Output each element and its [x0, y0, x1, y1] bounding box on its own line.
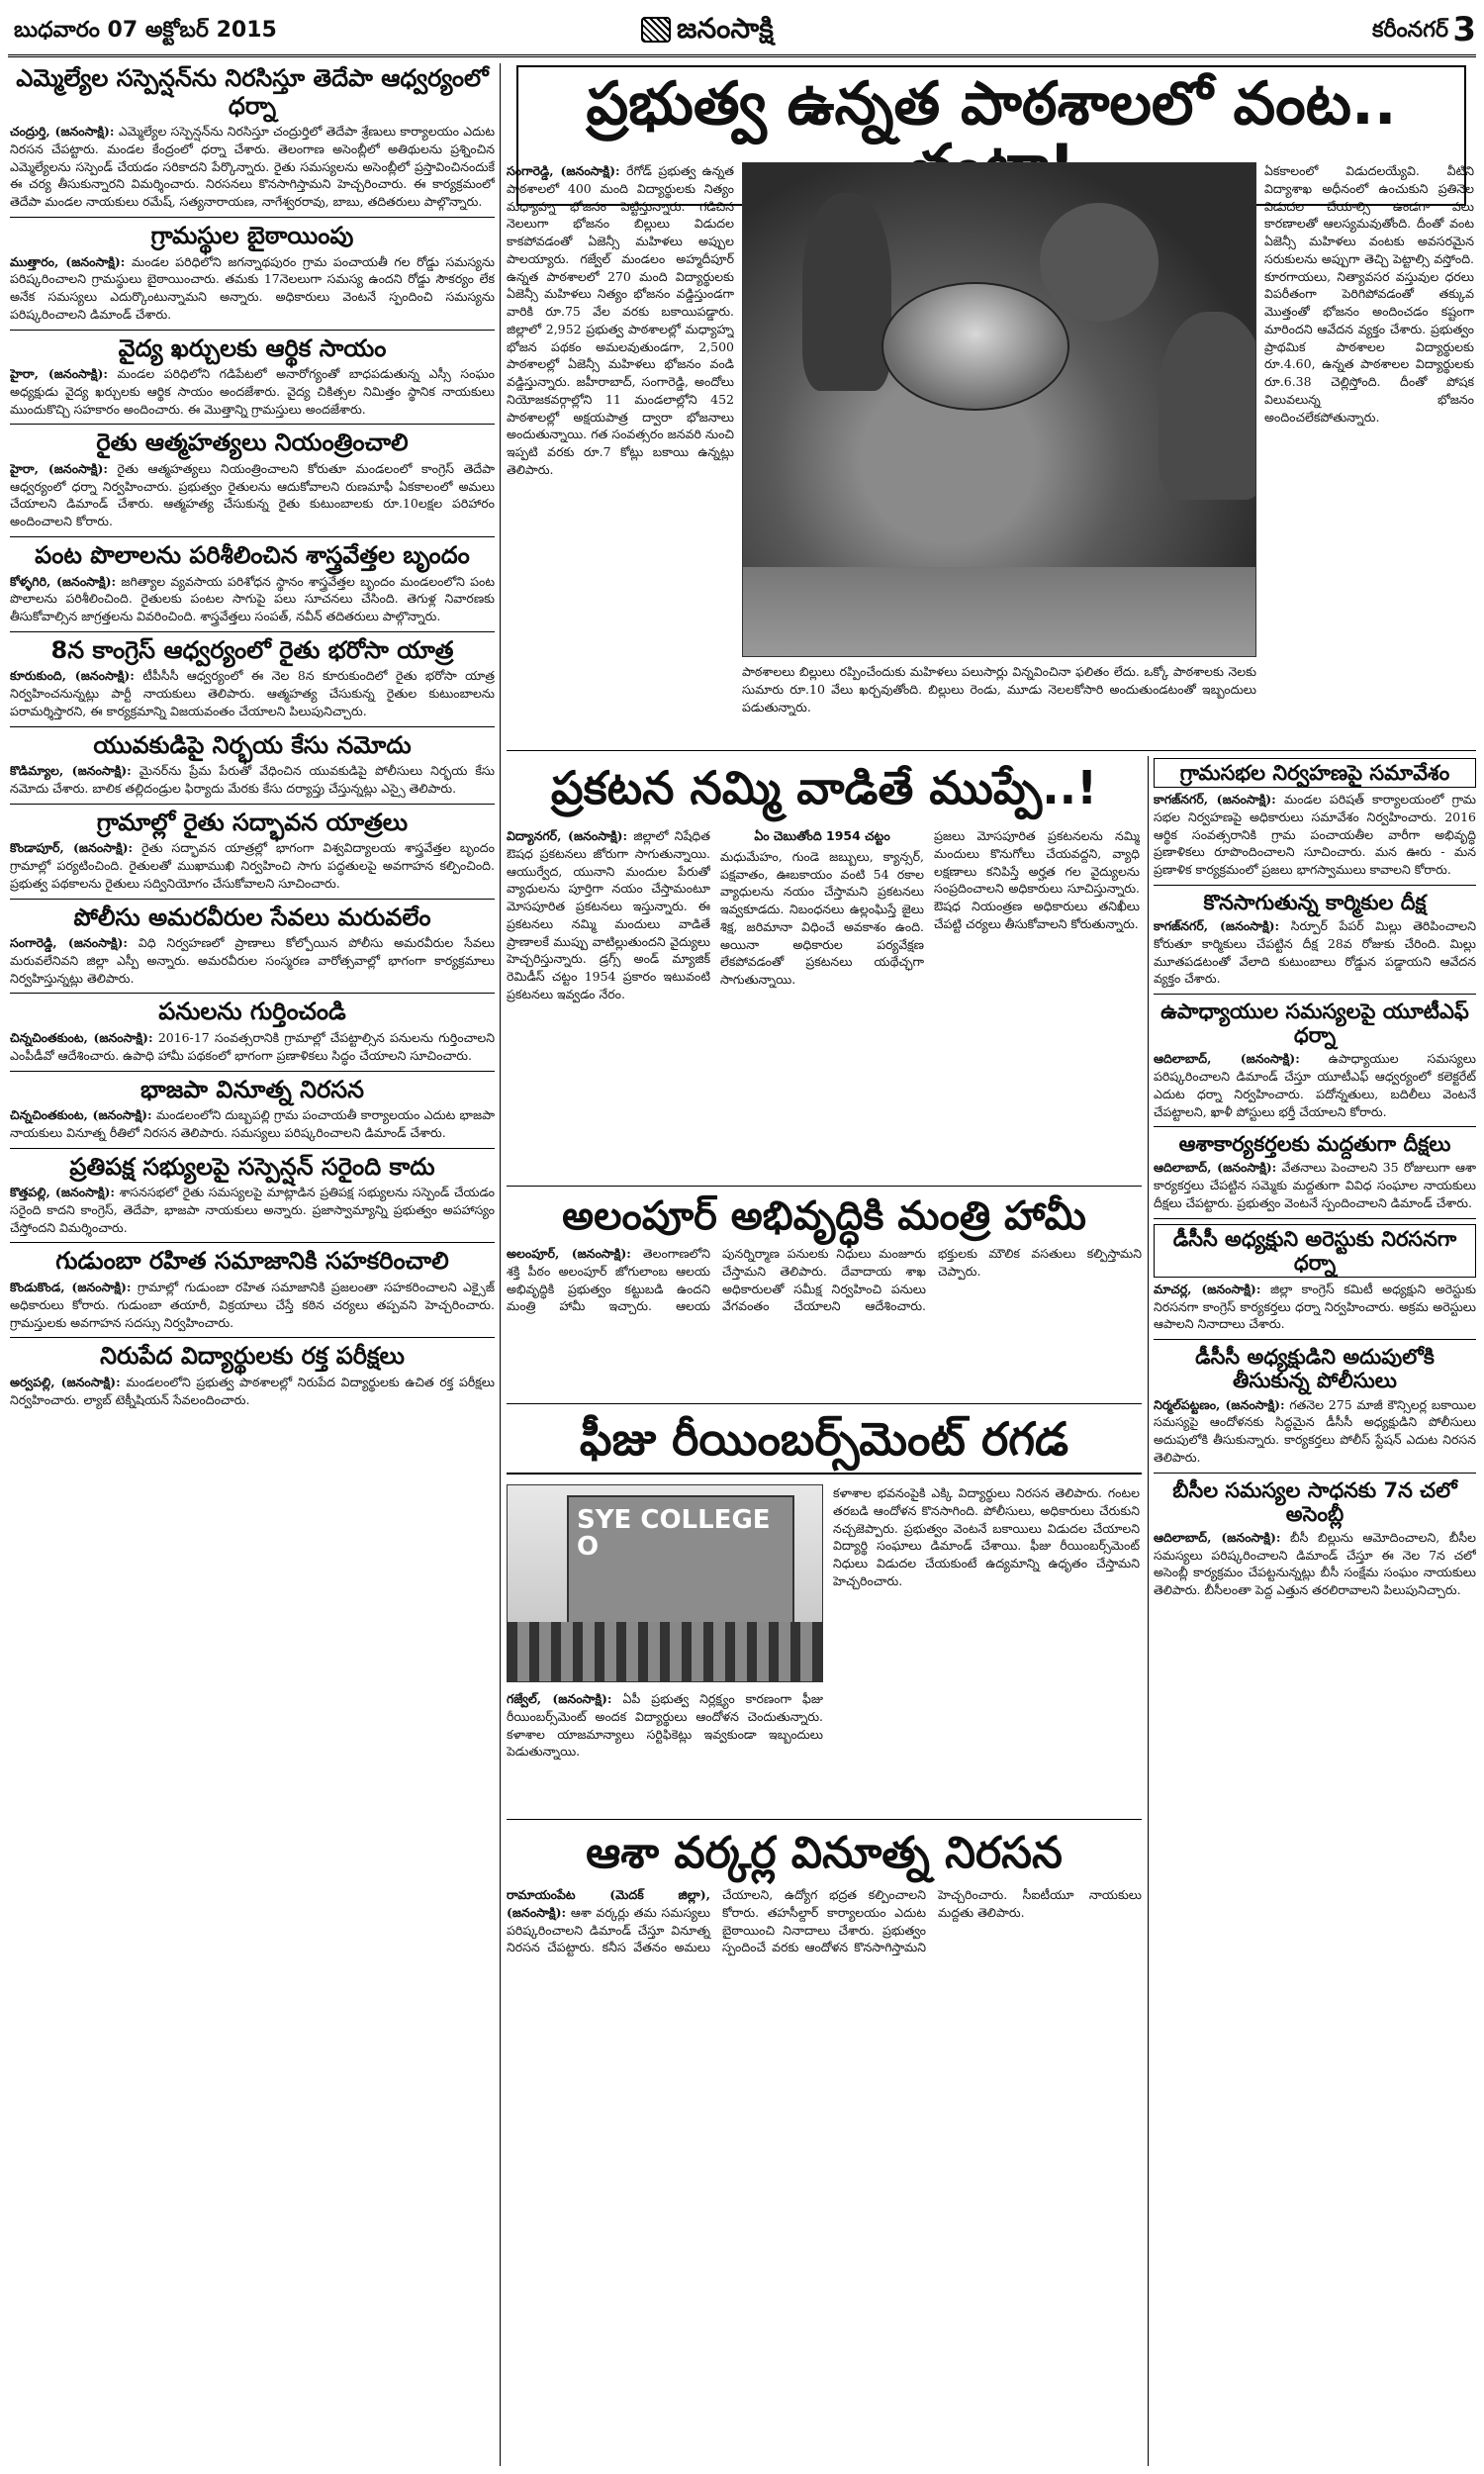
- article-body: [1154, 1159, 1476, 1211]
- photo-floor: [743, 567, 1255, 656]
- left-column: [10, 63, 495, 2466]
- section-divider: [507, 750, 1476, 751]
- article-dateline: చిన్నచింతకుంట, (జనంసాక్షి):: [10, 1107, 152, 1123]
- article: [10, 809, 495, 893]
- right-column: [1154, 756, 1476, 2466]
- article-divider: [1154, 1339, 1476, 1340]
- article-dateline: సంగారెడ్డి, (జనంసాక్షి):: [10, 935, 129, 951]
- article-text: 2016-17 సంవత్సరానికి గ్రామాల్లో చేపట్టాల్సిన పనులను గుర్తించాలని ఎంపీడీవో ఆదేశించారు. ఉపాధి హామీ పథకంలో భాగంగా ప్రణాళికలు సిద్ధం చేయాలని సూచించారు.: [10, 1030, 495, 1063]
- article-body: [10, 1106, 495, 1142]
- article-divider: [10, 1148, 495, 1149]
- article-text: బీసీ బిల్లును ఆమోదించాలని, బీసీల సమస్యలు పరిష్కరించాలని డిమాండ్ చేస్తూ ఈ నెల 7న చలో అసెంబ్లీ కార్యక్రమం చేపట్టనున్నట్లు బీసీ సంక్షేమ సంఘం నాయకులు తెలిపారు. బీసీలంతా పెద్ద ఎత్తున తరలిరావాలని పిలుపునిచ్చారు.: [1154, 1529, 1476, 1598]
- prakatana-story: [507, 756, 1142, 1182]
- article: [1154, 1478, 1476, 1599]
- students-crowd-image: [508, 1622, 822, 1681]
- article-dateline: నిర్మల్‌పట్టణం, (జనంసాక్షి):: [1154, 1396, 1285, 1412]
- article-dateline: హైరా, (జనంసాక్షి):: [10, 366, 108, 382]
- paper-logo-icon: [641, 17, 671, 43]
- article-dateline: ఆదిలాబాద్, (జనంసాక్షి):: [1154, 1529, 1281, 1545]
- article-dateline: కాగజ్‌నగర్, (జనంసాక్షి):: [1154, 918, 1280, 934]
- photo-figure: [1040, 203, 1159, 322]
- article-dateline: అర్వపల్లి, (జనంసాక్షి):: [10, 1374, 121, 1389]
- article-dateline: ఆదిలాబాద్, (జనంసాక్షి):: [1154, 1160, 1277, 1176]
- article-dateline: ఆదిలాబాద్, (జనంసాక్షి):: [1154, 1051, 1300, 1067]
- article-body: [10, 1279, 495, 1331]
- article-text: మైనర్‌ను ప్రేమ పేరుతో వేధించిన యువకుడిపై పోలీసులు నిర్భయ కేసు నమోదు చేశారు. బాలిక తల్లిదండ్రుల ఫిర్యాదు మేరకు కేసు దర్యాప్తు చేస్తున్నట్లు ఎస్సై తెలిపారు.: [10, 763, 495, 796]
- article-divider: [10, 1071, 495, 1072]
- article-text: జిల్లా కాంగ్రెస్ కమిటీ అధ్యక్షుని అరెస్టుకు నిరసనగా కాంగ్రెస్ కార్యకర్తలు ధర్నా నిర్వహించారు. అక్రమ అరెస్టులు ఆపాలని నినాదాలు చేశారు.: [1154, 1281, 1476, 1332]
- article-dateline: మాచర్ల, (జనంసాక్షి):: [1154, 1281, 1261, 1296]
- lead-photo: [742, 162, 1256, 657]
- article-headline: గుడుంబా రహిత సమాజానికి సహకరించాలి: [55, 1247, 449, 1276]
- article-dateline: కొత్తపల్లి, (జనంసాక్షి):: [10, 1185, 116, 1200]
- lead-story: [507, 63, 1476, 746]
- article-body: [10, 762, 495, 798]
- section-divider: [507, 1819, 1142, 1820]
- article-text: మండల పరిషత్ కార్యాలయంలో గ్రామ సభల నిర్వహణపై అధికారులు సమావేశం నిర్వహించారు. 2016 ఆర్థిక సంవత్సరానికి గ్రామ పంచాయతీల వారీగా అభివృద్ధి ప్రణాళికలు రూపొందించాలని సూచించారు. మన ఊరు - మన ప్రణాళిక కార్యక్రమంలో ప్రజలు భాగస్వాములు కావాలని కోరారు.: [1154, 792, 1476, 878]
- column-divider: [500, 63, 501, 2466]
- article-headline: యువకుడిపై నిర్భయ కేసు నమోదు: [93, 730, 412, 759]
- lead-body-left: [507, 162, 734, 637]
- article-body: [1154, 791, 1476, 879]
- article-headline: 8న కాంగ్రెస్ ఆధ్వర్యంలో రైతు భరోసా యాత్ర: [50, 635, 454, 664]
- photo-figure: [802, 193, 891, 391]
- article-text: మండలంలోని దుబ్బపల్లి గ్రామ పంచాయతీ కార్యాలయం ఎదుట భాజపా నాయకులు వినూత్న రీతిలో నిరసన తెలిపారు. సమస్యలు పరిష్కరించాలని డిమాండ్ చేశారు.: [10, 1107, 495, 1140]
- article-headline: ఉపాధ్యాయుల సమస్యలపై యూటీఎఫ్ ధర్నా: [1160, 999, 1469, 1048]
- article-body: [10, 253, 495, 324]
- prakatana-text-1: జిల్లాలో నిషేధిత ఔషధ ప్రకటనలు జోరుగా సాగుతున్నాయి. ఆయుర్వేద, యునాని మందుల పేరుతో వ్యాధులను పూర్తిగా నయం చేస్తామంటూ మోసపూరిత ప్రకటనలు ఇస్తున్నారు. ఈ ప్రకటనలు నమ్మి మందులు వాడితే ప్రాణాలకే ముప్పు వాటిల్లుతుందని వైద్యులు హెచ్చరిస్తున్నారు. డ్రగ్స్ అండ్ మ్యాజిక్ రెమిడీస్ చట్టం 1954 ప్రకారం ఇటువంటి ప్రకటనలు ఇవ్వడం నేరం.: [507, 828, 710, 1001]
- article-body: [10, 1374, 495, 1409]
- article-headline: బీసీల సమస్యల సాధనకు 7న చలో అసెంబ్లీ: [1172, 1477, 1457, 1526]
- article-body: [1154, 1050, 1476, 1120]
- fee-headline: ఫీజు రీయింబర్స్‌మెంట్ రగడ: [507, 1409, 1142, 1475]
- alampur-text: తెలంగాణలోని శక్తి పీఠం అలంపూర్ జోగులాంబ ఆలయ అభివృద్ధికి ప్రభుత్వం కట్టుబడి ఉందని మంత్రి హామీ ఇచ్చారు. ఆలయ పునర్నిర్మాణ పనులకు నిధులు మంజూరు చేస్తామని తెలిపారు. దేవాదాయ శాఖ అధికారులతో సమీక్ష నిర్వహించి పనులు వేగవంతం చేయాలని ఆదేశించారు. భక్తులకు మౌలిక వసతులు కల్పిస్తామని చెప్పారు.: [507, 1246, 1142, 1314]
- article: [1154, 1224, 1476, 1334]
- article-divider: [1154, 994, 1476, 995]
- article-divider: [10, 1242, 495, 1243]
- article: [10, 542, 495, 625]
- article-body: [1154, 1396, 1476, 1467]
- article-text: మండల పరిధిలోని గడిపేటలో అనారోగ్యంతో బాధపడుతున్న ఎస్సీ సంఘం అధ్యక్షుడు వైద్య ఖర్చులకు ఆర్థిక సాయం అందజేశారు. వైద్య చికిత్సల నిమిత్తం స్థానిక నాయకులు ముందుకొచ్చి సహకారం అందించారు. ఈ మొత్తాన్ని గ్రామస్తులు అందజేశారు.: [10, 366, 495, 417]
- cooking-pot-image: [881, 282, 1069, 411]
- article-body: [10, 365, 495, 418]
- article-text: ఎమ్మెల్యేల సస్పెన్షన్‌ను నిరసిస్తూ చంద్రుర్తిలో తెదేపా శ్రేణులు కార్యాలయం ఎదుట నిరసన చేపట్టారు. మండల కేంద్రంలో ధర్నా చేశారు. తెలంగాణ అసెంబ్లీలో అతిథులను ప్రశ్నించిన ఎమ్మెల్యేలను సస్పెండ్ చేయడం సరికాదని పేర్కొన్నారు. రైతు సమస్యలను అసెంబ్లీలో ప్రస్తావించినందుకే ఈ చర్య తీసుకున్నారని విమర్శించారు. నిరసనలు కొనసాగిస్తామని హెచ్చరించారు. ఈ కార్యక్రమంలో తెదేపా మండల నాయకులు రమేష్, సత్యనారాయణ, నాగేశ్వరరావు, బాబు, తదితరులు పాల్గొన్నారు.: [10, 124, 495, 210]
- section-divider: [507, 1186, 1142, 1187]
- article-divider: [10, 217, 495, 218]
- article-dateline: కొండుకొండ, (జనంసాక్షి):: [10, 1280, 132, 1295]
- article-headline: ప్రతిపక్ష సభ్యులపై సస్పెన్షన్ సరైంది కాదు: [69, 1152, 435, 1181]
- article-headline: డీసీసీ అధ్యక్షుడిని అదుపులోకి తీసుకున్న పోలీసులు: [1195, 1345, 1435, 1393]
- article-divider: [10, 899, 495, 900]
- lead-dateline: సంగారెడ్డి, (జనంసాక్షి):: [507, 163, 620, 178]
- asha-dateline: రామాయంపేట (మెదక్ జిల్లా), (జనంసాక్షి):: [507, 1887, 710, 1920]
- article-body: [10, 1029, 495, 1065]
- article-dateline: కోళ్ళగిరి, (జనంసాక్షి):: [10, 573, 117, 589]
- article: [1154, 1132, 1476, 1211]
- article: [10, 1343, 495, 1408]
- asha-headline: ఆశా వర్కర్ల వినూత్న నిరసన: [586, 1828, 1063, 1878]
- article: [1154, 1345, 1476, 1466]
- article: [10, 637, 495, 720]
- article-body: [10, 460, 495, 530]
- article-text: మండలంలోని ప్రభుత్వ పాఠశాలల్లో నిరుపేద విద్యార్థులకు ఉచిత రక్త పరీక్షలు నిర్వహించారు. ల్యాబ్ టెక్నీషియన్ సేవలందించారు.: [10, 1374, 495, 1407]
- article: [1154, 891, 1476, 988]
- article-headline: నిరుపేద విద్యార్థులకు రక్త పరీక్షలు: [100, 1342, 405, 1371]
- article-text: విధి నిర్వహణలో ప్రాణాలు కోల్పోయిన పోలీసు అమరవీరుల సేవలు మరువలేనివని జిల్లా ఎస్పీ అన్నారు. అమరవీరుల సంస్మరణ వారోత్సవాల్లో భాగంగా కార్యక్రమాలు నిర్వహిస్తున్నట్లు తెలిపారు.: [10, 935, 495, 986]
- article: [10, 1154, 495, 1237]
- article: [1154, 758, 1476, 879]
- alampur-dateline: అలంపూర్, (జనంసాక్షి):: [507, 1246, 631, 1261]
- article-headline: వైద్య ఖర్చులకు ఆర్థిక సాయం: [118, 333, 387, 362]
- prakatana-col-b: [720, 827, 924, 1182]
- article: [10, 65, 495, 211]
- lead-headline: ప్రభుత్వ ఉన్నత పాఠశాలలో వంట..: [516, 65, 1466, 206]
- article-body: [1154, 1529, 1476, 1599]
- article-divider: [1154, 885, 1476, 886]
- fee-photo: [507, 1484, 823, 1682]
- prakatana-text-2: మధుమేహం, గుండె జబ్బులు, క్యాన్సర్, పక్షవాతం, ఊబకాయం వంటి 54 రకాల వ్యాధులను నయం చేస్తామని ప్రకటనలు ఇవ్వకూడదు. నిబంధనలు ఉల్లంఘిస్తే జైలు శిక్ష, జరిమానా విధించే అవకాశం ఉంది. అయినా అధికారుల పర్యవేక్షణ లేకపోవడంతో ప్రకటనలు యథేచ్ఛగా సాగుతున్నాయి.: [720, 848, 924, 987]
- article-dateline: హైరా, (జనంసాక్షి):: [10, 460, 108, 476]
- article: [10, 1248, 495, 1331]
- article-divider: [10, 993, 495, 994]
- edition-name: కరీంనగర్: [1371, 18, 1448, 43]
- article: [10, 335, 495, 419]
- paper-name: [641, 12, 774, 51]
- article-dateline: చంద్రుర్తి, (జనంసాక్షి):: [10, 124, 115, 140]
- article-headline: పనులను గుర్తించండి: [158, 998, 346, 1026]
- asha-text: ఆశా వర్కర్లు తమ సమస్యలు పరిష్కరించాలని డిమాండ్ చేస్తూ వినూత్న నిరసన చేపట్టారు. కనీస వేతనం అమలు చేయాలని, ఉద్యోగ భద్రత కల్పించాలని కోరారు. తహసీల్దార్ కార్యాలయం ఎదుట బైఠాయించి నినాదాలు చేశారు. ప్రభుత్వం స్పందించే వరకు ఆందోళన కొనసాగిస్తామని హెచ్చరించారు. సీఐటీయూ నాయకులు మద్దతు తెలిపారు.: [507, 1887, 1142, 1955]
- prakatana-subhead: ఏం చెబుతోంది 1954 చట్టం: [754, 828, 890, 843]
- prakatana-headline: ప్రకటన నమ్మి వాడితే ముప్పే..!: [550, 761, 1098, 814]
- article-divider: [10, 726, 495, 727]
- column-divider: [1148, 756, 1149, 2466]
- article-dateline: కొండాపూర్, (జనంసాక్షి):: [10, 840, 134, 856]
- prakatana-col-a: [507, 827, 710, 1182]
- article-headline: గ్రామస్థుల బైఠాయింపు: [150, 221, 354, 249]
- article-dateline: కాగజ్‌నగర్, (జనంసాక్షి):: [1154, 792, 1276, 808]
- article-divider: [1154, 1126, 1476, 1127]
- lead-body-left-text: రేగోడ్ ప్రభుత్వ ఉన్నత పాఠశాలలో 400 మంది విద్యార్థులకు నిత్యం మధ్యాహ్న భోజనం పెట్టిస్తున్నారు. గడిచిన నెలలుగా భోజనం బిల్లులు విడుదల కాకపోవడంతో ఏజెన్సీ మహిళలు అప్పుల పాలయ్యారు. గజ్వేల్ మండలం అహ్మదీపూర్ ఉన్నత పాఠశాలలో 270 మంది విద్యార్థులకు ఏజెన్సీ మహిళలు నిత్యం భోజనం వడ్డిస్తుండగా వారికి రూ.75 వేల వరకు బకాయిపడ్డారు. జిల్లాలో 2,952 ప్రభుత్వ పాఠశాలల్లో మధ్యాహ్న భోజన పథకం అమలవుతుండగా, 2,500 పాఠశాలల్లో ఏజెన్సీ మహిళలు భోజనం వండి వడ్డిస్తున్నారు. జహీరాబాద్, సంగారెడ్డి, అందోలు నియోజకవర్గాల్లోని 11 మండలాల్లోని 452 పాఠశాలల్లో అక్షయపాత్ర ద్వారా భోజనాలు అందుతున్నాయి. గత సంవత్సరం జనవరి నుంచి ఇప్పటి వరకు రూ.7 కోట్లు బకాయి ఉన్నట్లు తెలిపారు.: [507, 163, 734, 477]
- article: [10, 904, 495, 988]
- article-body: [10, 123, 495, 211]
- article-body: [10, 1184, 495, 1236]
- article-headline: గ్రామసభల నిర్వహణపై సమావేశం: [1154, 758, 1476, 788]
- article-body: [10, 839, 495, 892]
- alampur-body: [507, 1245, 1142, 1383]
- prakatana-dateline: విద్యానగర్, (జనంసాక్షి):: [507, 828, 628, 843]
- article-text: రైతు ఆత్మహత్యలు నియంత్రించాలని కోరుతూ మండలంలో కాంగ్రెస్ తెదేపా ఆధ్వర్యంలో ధర్నా నిర్వహించారు. ప్రభుత్వం రైతులను ఆదుకోవాలని రుణమాఫీ ఏకకాలంలో అమలు చేయాలని డిమాండ్ చేశారు. ఆత్మహత్య చేసుకున్న రైతు కుటుంబాలకు రూ.10లక్షల పరిహారం అందించాలని కోరారు.: [10, 460, 495, 529]
- fee-dateline: గజ్వేల్, (జనంసాక్షి):: [507, 1691, 612, 1706]
- article-text: శాసనసభలో రైతు సమస్యలపై మాట్లాడిన ప్రతిపక్ష సభ్యులను సస్పెండ్ చేయడం సరైంది కాదని కాంగ్రెస్, తెదేపా, భాజపా నాయకులు అన్నారు. ప్రజాస్వామ్యాన్ని ప్రభుత్వం అపహాస్యం చేస్తోందని విమర్శించారు.: [10, 1185, 495, 1235]
- article-body: [10, 573, 495, 625]
- article-divider: [10, 424, 495, 425]
- article-divider: [10, 804, 495, 805]
- alampur-story: [507, 1191, 1142, 1399]
- alampur-headline: అలంపూర్ అభివృద్ధికి మంత్రి హామీ: [562, 1193, 1086, 1239]
- article-text: వేతనాలు పెంచాలని 35 రోజులుగా ఆశా కార్యకర్తలు చేపట్టిన సమ్మెకు మద్దతుగా వివిధ సంఘాల నాయకులు దీక్షలు చేపట్టారు. ప్రభుత్వం వెంటనే స్పందించాలని డిమాండ్ చేశారు.: [1154, 1160, 1476, 1210]
- section-divider: [507, 1403, 1142, 1404]
- article-text: జగిత్యాల వ్యవసాయ పరిశోధన స్థానం శాస్త్రవేత్తల బృందం మండలంలోని పంట పొలాలను పరిశీలించింది. రైతులకు పంటల సాగుపై పలు సూచనలు చేసింది. తెగుళ్ల నివారణకు తీసుకోవాల్సిన జాగ్రత్తలను వివరించింది. శాస్త్రవేత్తలు సంపత్, నవీన్ తదితరులు పాల్గొన్నారు.: [10, 573, 495, 624]
- article-text: రైతు సద్భావన యాత్రల్లో భాగంగా విశ్వవిద్యాలయ శాస్త్రవేత్తల బృందం గ్రామాల్లో పర్యటించింది. రైతులతో ముఖాముఖి నిర్వహించి సాగు పద్ధతులపై అవగాహన కల్పించింది. ప్రభుత్వ పథకాలను రైతులు సద్వినియోగం చేసుకోవాలని సూచించారు.: [10, 840, 495, 891]
- article: [10, 1077, 495, 1142]
- article-dateline: ముత్తారం, (జనంసాక్షి):: [10, 253, 126, 269]
- fee-col-right: కళాశాల భవనంపైకి ఎక్కి విద్యార్థులు నిరసన తెలిపారు. గంటల తరబడి ఆందోళన కొనసాగింది. పోలీసులు, అధికారులు చేరుకుని నచ్చజెప్పారు. ప్రభుత్వం వెంటనే బకాయిలు విడుదల చేయాలని విద్యార్థి సంఘాలు డిమాండ్ చేశాయి. ఫీజు రీయింబర్స్‌మెంట్ నిధులు విడుదల చేయకుంటే ఉద్యమాన్ని ఉధృతం చేస్తామని హెచ్చరించారు.: [833, 1485, 1140, 1588]
- article-text: గ్రామాల్లో గుడుంబా రహిత సమాజానికి ప్రజలంతా సహకరించాలని ఎక్సైజ్ అధికారులు కోరారు. గుడుంబా తయారీ, విక్రయాలు చేస్తే కఠిన చర్యలు తప్పవని హెచ్చరించారు. గ్రామస్తులకు అవగాహన సదస్సు నిర్వహించారు.: [10, 1280, 495, 1330]
- article-body: [1154, 1281, 1476, 1333]
- article-divider: [10, 1337, 495, 1338]
- article-text: ఉపాధ్యాయుల సమస్యలు పరిష్కరించాలని డిమాండ్ చేస్తూ యూటీఎఫ్ ఆధ్వర్యంలో కలెక్టరేట్ ఎదుట ధర్నా నిర్వహించారు. పదోన్నతులు, బదిలీలు వెంటనే చేపట్టాలని, ఖాళీ పోస్టులు భర్తీ చేయాలని కోరారు.: [1154, 1051, 1476, 1119]
- article-headline: రైతు ఆత్మహత్యలు నియంత్రించాలి: [96, 428, 409, 457]
- paper-name-text: జనంసాక్షి: [677, 12, 774, 45]
- lead-body-right: ఏకకాలంలో విడుదలయ్యేవి. వీటిని విద్యాశాఖ అధీనంలో ఉంచుకుని ప్రతినెల విడుదల చేయాల్సి ఉండగా పలు కారణాలతో ఆలస్యమవుతోంది. దీంతో వంట ఏజెన్సీ మహిళలు వంటకు అవసరమైన సరుకులను అప్పుగా తెచ్చి పెట్టాల్సి వస్తోంది. కూరగాయలు, నిత్యావసర వస్తువుల ధరలు విపరీతంగా పెరిగిపోవడంతో తక్కువ మొత్తంతో భోజనం అందించడం కష్టంగా మారిందని ఆవేదన వ్యక్తం చేశారు. ప్రభుత్వం ప్రాథమిక పాఠశాలల విద్యార్థులకు రూ.4.60, ఉన్నత పాఠశాలల విద్యార్థులకు రూ.6.38 చెల్లిస్తోంది. దీంతో పోషక విలువలున్న భోజనం అందించలేకపోతున్నారు.: [1264, 163, 1474, 425]
- article-text: మండల పరిధిలోని జగన్నాథపురం గ్రామ పంచాయతీ గల రోడ్డు సమస్యను పరిష్కరించాలని గ్రామస్థులు బైఠాయించారు. తమకు 17నెలలుగా సమస్య ఉందని రోడ్డు సౌకర్యం లేక అనేక సమస్యలు ఎదుర్కొంటున్నామని అన్నారు. అధికారులు వెంటనే స్పందించి సమస్యను పరిష్కరించాలని డిమాండ్ చేశారు.: [10, 253, 495, 322]
- issue-date: బుధవారం 07 అక్టోబర్ 2015: [14, 18, 277, 43]
- asha-story: [507, 1825, 1142, 2466]
- article-body: [10, 934, 495, 987]
- article-divider: [10, 330, 495, 331]
- article-divider: [1154, 1218, 1476, 1219]
- asha-body: [507, 1886, 1142, 2440]
- fee-col-left: [507, 1690, 823, 1811]
- lead-body-bottom: పాఠశాలలు బిల్లులు రప్పించేందుకు మహిళలు పలుసార్లు విన్నవించినా ఫలితం లేదు. ఒక్కో పాఠశాలకు నెలకు సుమారు రూ.10 వేలు ఖర్చవుతోంది. బిల్లులు రెండు, మూడు నెలలకోసారి అందుతుండటంతో ఇబ్బందులు పడుతున్నారు.: [742, 664, 1256, 714]
- prakatana-col-c: ప్రజలు మోసపూరిత ప్రకటనలను నమ్మి మందులు కొనుగోలు చేయవద్దని, వ్యాధి లక్షణాలు కనిపిస్తే అర్హత గల వైద్యులను సంప్రదించాలని అధికారులు సూచిస్తున్నారు. ఔషధ నియంత్రణ అధికారులు తనిఖీలు చేపట్టి చర్యలు తీసుకోవాలని కోరుతున్నారు.: [934, 828, 1140, 931]
- article-headline: డీసీసీ అధ్యక్షుని అరెస్టుకు నిరసనగా ధర్నా: [1154, 1224, 1476, 1278]
- article: [10, 999, 495, 1064]
- article-divider: [10, 631, 495, 632]
- article-divider: [1154, 1473, 1476, 1474]
- article-dateline: కొడిమ్యాల, (జనంసాక్షి):: [10, 763, 132, 779]
- fee-text-1: ఏపీ ప్రభుత్వ నిర్లక్ష్యం కారణంగా ఫీజు రీయింబర్స్‌మెంట్ అందక విద్యార్థులు ఆందోళన చెందుతున్నారు. కళాశాల యాజమాన్యాలు సర్టిఫికెట్లు ఇవ్వకుండా ఇబ్బందులు పెడుతున్నాయి.: [507, 1691, 823, 1760]
- article-headline: భాజపా వినూత్న నిరసన: [140, 1075, 364, 1103]
- fee-story: [507, 1409, 1142, 1815]
- article-divider: [10, 536, 495, 537]
- page-number: 3: [1452, 10, 1476, 49]
- article-headline: ఆశాకార్యకర్తలకు మద్దతుగా దీక్షలు: [1178, 1132, 1451, 1157]
- article-headline: పోలీసు అమరవీరుల సేవలు మరువలేం: [73, 903, 431, 931]
- article-headline: ఎమ్మెల్యేల సస్పెన్షన్‌ను నిరసిస్తూ తెదేపా ఆధ్వర్యంలో ధర్నా: [16, 64, 489, 120]
- article: [10, 223, 495, 324]
- photo-figure: [1159, 312, 1256, 500]
- article-headline: పంట పొలాలను పరిశీలించిన శాస్త్రవేత్తల బృందం: [35, 540, 470, 569]
- article: [10, 732, 495, 798]
- article-dateline: చిన్నచింతకుంట, (జనంసాక్షి):: [10, 1030, 153, 1046]
- article-text: టీపీసీసీ ఆధ్వర్యంలో ఈ నెల 8న కూరుకుందిలో రైతు భరోసా యాత్ర నిర్వహించనున్నట్లు పార్టీ నాయకులు తెలిపారు. ఆత్మహత్య చేసుకున్న రైతుల కుటుంబాలను పరామర్శిస్తారని, ఈ కార్యక్రమాన్ని విజయవంతం చేయాలని పిలుపునిచ్చారు.: [10, 668, 495, 718]
- article-text: సిర్పూర్ పేపర్ మిల్లు తెరిపించాలని కోరుతూ కార్మికులు చేపట్టిన దీక్ష 28వ రోజుకు చేరింది. మిల్లు మూతపడటంతో వేలాది కుటుంబాలు రోడ్డున పడ్డాయని ఆవేదన వ్యక్తం చేశారు.: [1154, 918, 1476, 987]
- article-headline: కొనసాగుతున్న కార్మికుల దీక్ష: [1203, 890, 1427, 914]
- article-body: [1154, 917, 1476, 988]
- college-sign: SYE COLLEGE O: [577, 1505, 771, 1563]
- article: [1154, 999, 1476, 1120]
- article-body: [10, 667, 495, 719]
- article-text: గతనెల 275 మాజీ కౌన్సిలర్ల బకాయిల సమస్యపై ఆందోళనకు సిద్ధమైన డీసీసీ అధ్యక్షుడిని పోలీసులు అదుపులోకి తీసుకున్నారు. కార్యకర్తలు పోలీస్ స్టేషన్ ఎదుట నిరసన తెలిపారు.: [1154, 1396, 1476, 1465]
- masthead: [8, 6, 1476, 57]
- article-dateline: కూరుకుంది, (జనంసాక్షి):: [10, 668, 135, 684]
- article-headline: గ్రామాల్లో రైతు సద్భావన యాత్రలు: [96, 808, 409, 836]
- article: [10, 429, 495, 530]
